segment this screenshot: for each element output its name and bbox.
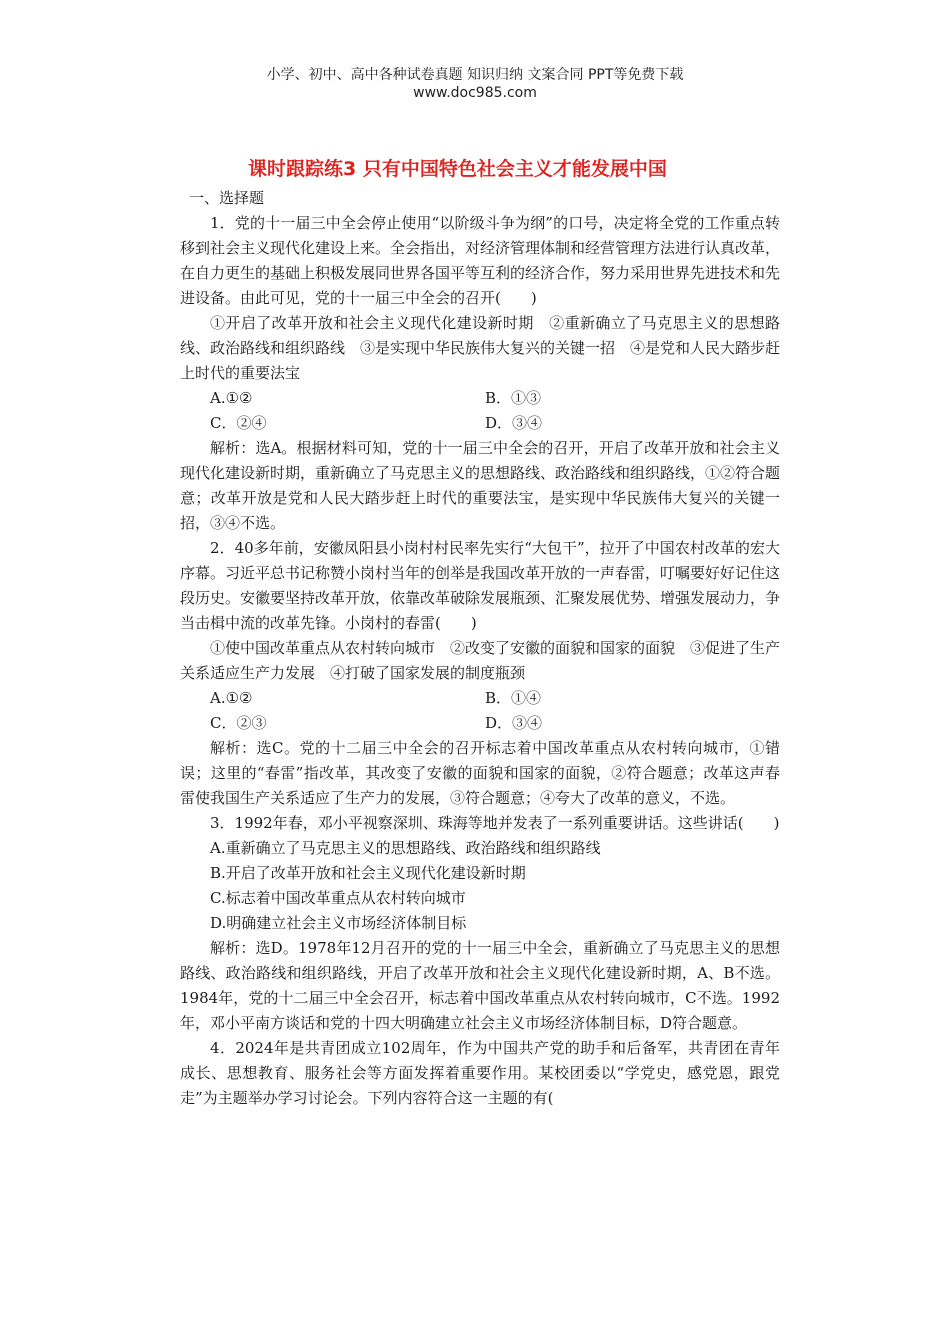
page-title: 课时跟踪练3 只有中国特色社会主义才能发展中国 bbox=[248, 158, 667, 180]
q2-options-row1 bbox=[180, 686, 780, 711]
q1-stem: 1．党的十一届三中全会停止使用“以阶级斗争为纲”的口号，决定将全党的工作重点转移到社会主义现代化建设上来。全会指出，对经济管理体制和经营管理方法进行认真改革，在自力更生的基础上积极发展同世界各国平等互利的经济合作，努力采用世界先进技术和先进设备。由此可见，党的十一届三中全会的召开( ) bbox=[180, 214, 781, 307]
q2-option-c: C．②③ bbox=[210, 714, 267, 732]
q3-analysis: 解析：选D。1978年12月召开的党的十一届三中全会，重新确立了马克思主义的思想路线、政治路线和组织路线，开启了改革开放和社会主义现代化建设新时期，A、B不选。1984年，党的十二届三中全会召开，标志着中国改革重点从农村转向城市，C不选。1992年，邓小平南方谈话和党的十四大明确建立社会主义市场经济体制目标，D符合题意。 bbox=[180, 939, 780, 1032]
q1-option-d: D．③④ bbox=[485, 414, 543, 432]
q3-option-a: A.重新确立了马克思主义的思想路线、政治路线和组织路线 bbox=[210, 839, 601, 857]
q3-option-d: D.明确建立社会主义市场经济体制目标 bbox=[210, 914, 467, 932]
document-body bbox=[180, 186, 780, 1111]
q2-stem: 2．40多年前，安徽凤阳县小岗村村民率先实行“大包干”，拉开了中国农村改革的宏大序幕。习近平总书记称赞小岗村当年的创举是我国改革开放的一声春雷，叮嘱要好好记住这段历史。安徽要坚持改革开放，依靠改革破除发展瓶颈、汇聚发展优势、增强发展动力，争当击楫中流的改革先锋。小岗村的春雷( ) bbox=[180, 539, 781, 632]
q2-analysis: 解析：选C。党的十二届三中全会的召开标志着中国改革重点从农村转向城市，①错误；这里的“春雷”指改革，其改变了安徽的面貌和国家的面貌，②符合题意；改革这声春雷使我国生产关系适应了生产力的发展，③符合题意；④夸大了改革的意义，不选。 bbox=[180, 739, 780, 807]
q4-stem: 4．2024年是共青团成立102周年，作为中国共产党的助手和后备军，共青团在青年成长、思想教育、服务社会等方面发挥着重要作用。某校团委以“学党史，感党恩，跟党走”为主题举办学习讨论会。下列内容符合这一主题的有( bbox=[180, 1039, 780, 1107]
q2-options-row2 bbox=[180, 711, 780, 736]
q2-option-d: D．③④ bbox=[485, 714, 543, 732]
q2-items: ①使中国改革重点从农村转向城市 ②改变了安徽的面貌和国家的面貌 ③促进了生产关系适应生产力发展 ④打破了国家发展的制度瓶颈 bbox=[180, 639, 781, 682]
q1-options-row1 bbox=[180, 386, 780, 411]
q3-stem: 3．1992年春，邓小平视察深圳、珠海等地并发表了一系列重要讲话。这些讲话( ) bbox=[210, 814, 780, 832]
header-url[interactable]: www.doc985.com bbox=[413, 85, 537, 101]
q1-analysis: 解析：选A。根据材料可知，党的十一届三中全会的召开，开启了改革开放和社会主义现代化建设新时期，重新确立了马克思主义的思想路线、政治路线和组织路线，①②符合题意；改革开放是党和人民大踏步赶上时代的重要法宝，是实现中华民族伟大复兴的关键一招，③④不选。 bbox=[180, 439, 781, 532]
q2-option-b: B．①④ bbox=[485, 689, 542, 707]
q3-option-b: B.开启了改革开放和社会主义现代化建设新时期 bbox=[210, 864, 526, 882]
q1-option-a: A.①② bbox=[210, 389, 253, 407]
q1-items: ①开启了改革开放和社会主义现代化建设新时期 ②重新确立了马克思主义的思想路线、政治路线和组织路线 ③是实现中华民族伟大复兴的关键一招 ④是党和人民大踏步赶上时代的重要法宝 bbox=[180, 314, 781, 382]
q1-option-c: C．②④ bbox=[210, 414, 267, 432]
header-tagline: 小学、初中、高中各种试卷真题 知识归纳 文案合同 PPT等免费下载 bbox=[266, 67, 684, 83]
section-heading: 一、选择题 bbox=[189, 189, 265, 207]
q1-options-row2 bbox=[180, 411, 780, 436]
site-header bbox=[0, 66, 950, 102]
q3-option-c: C.标志着中国改革重点从农村转向城市 bbox=[210, 889, 466, 907]
q1-option-b: B．①③ bbox=[485, 389, 542, 407]
q2-option-a: A.①② bbox=[210, 689, 253, 707]
